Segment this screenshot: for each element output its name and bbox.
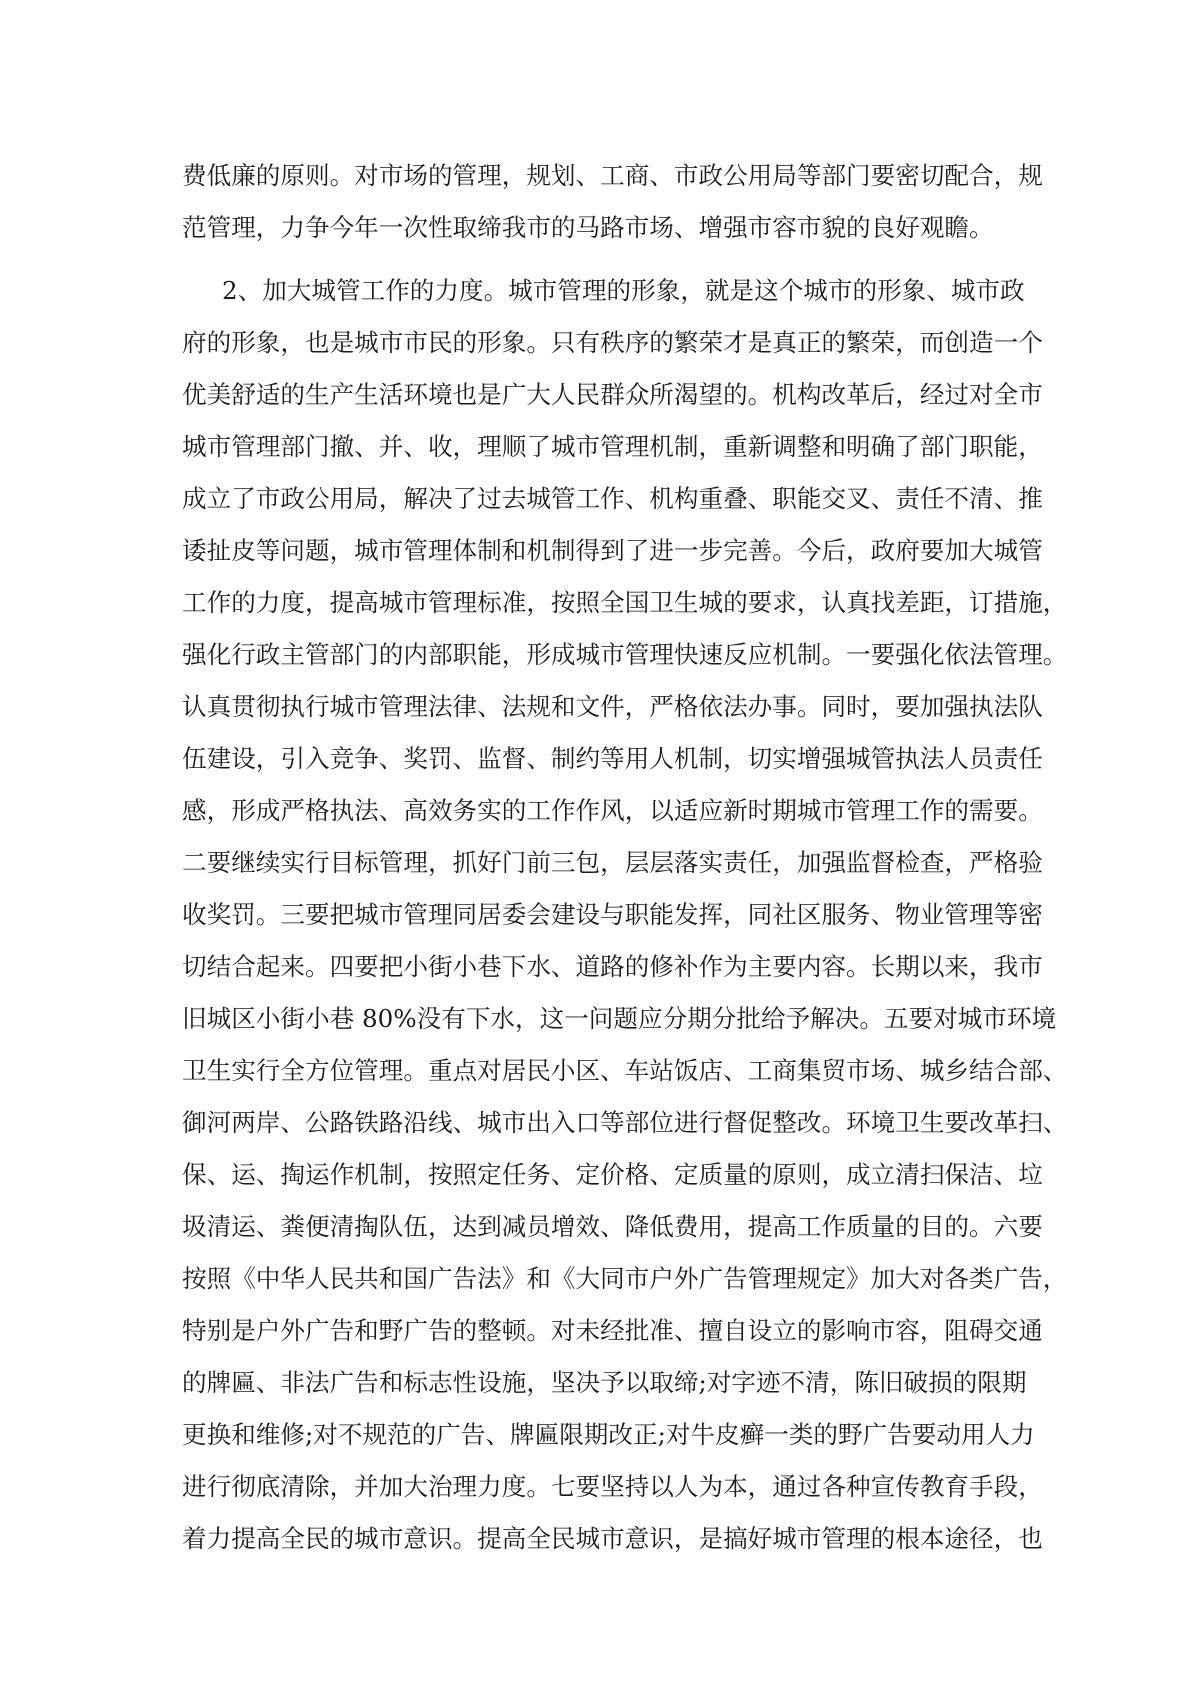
text-line: 范管理，力争今年一次性取缔我市的马路市场、增强市容市貌的良好观瞻。: [182, 213, 994, 242]
paragraph-1: [182, 150, 1043, 254]
text-line: 收奖罚。三要把城市管理同居委会建设与职能发挥，同社区服务、物业管理等密: [182, 900, 1043, 929]
text-line: 成立了市政公用局，解决了过去城管工作、机构重叠、职能交叉、责任不清、推: [182, 484, 1043, 513]
text-line: 保、运、掏运作机制，按照定任务、定价格、定质量的原则，成立清扫保洁、垃: [182, 1160, 1043, 1189]
text-line: 二要继续实行目标管理，抓好门前三包，层层落实责任，加强监督检查，严格验: [182, 848, 1043, 877]
text-line: 切结合起来。四要把小街小巷下水、道路的修补作为主要内容。长期以来，我市: [182, 952, 1043, 981]
text-line: 更换和维修;对不规范的广告、牌匾限期改正;对牛皮癣一类的野广告要动用人力: [182, 1420, 1035, 1449]
text-line: 按照《中华人民共和国广告法》和《大同市户外广告管理规定》加大对各类广告，: [182, 1264, 1068, 1293]
text-line: 的牌匾、非法广告和标志性设施，坚决予以取缔;对字迹不清，陈旧破损的限期: [182, 1368, 1027, 1397]
paragraph-2: [182, 265, 1068, 1565]
text-line: 旧城区小街小巷 80%没有下水，这一问题应分期分批给予解决。五要对城市环境: [182, 1004, 1057, 1033]
text-line: 感，形成严格执法、高效务实的工作作风，以适应新时期城市管理工作的需要。: [182, 796, 1043, 825]
text-line: 进行彻底清除，并加大治理力度。七要坚持以人为本，通过各种宣传教育手段，: [182, 1472, 1043, 1501]
text-line: 卫生实行全方位管理。重点对居民小区、车站饭店、工商集贸市场、城乡结合部、: [182, 1056, 1068, 1085]
text-line: 2、加大城管工作的力度。城市管理的形象，就是这个城市的形象、城市政: [222, 276, 1025, 305]
text-line: 认真贯彻执行城市管理法律、法规和文件，严格依法办事。同时，要加强执法队: [182, 692, 1043, 721]
text-line: 诿扯皮等问题，城市管理体制和机制得到了进一步完善。今后，政府要加大城管: [182, 536, 1043, 565]
text-line: 府的形象，也是城市市民的形象。只有秩序的繁荣才是真正的繁荣，而创造一个: [182, 328, 1043, 357]
text-line: 圾清运、粪便清掏队伍，达到减员增效、降低费用，提高工作质量的目的。六要: [182, 1212, 1043, 1241]
text-line: 费低廉的原则。对市场的管理，规划、工商、市政公用局等部门要密切配合，规: [182, 161, 1043, 190]
text-line: 特别是户外广告和野广告的整顿。对未经批准、擅自设立的影响市容，阻碍交通: [182, 1316, 1043, 1345]
text-line: 着力提高全民的城市意识。提高全民城市意识，是搞好城市管理的根本途径，也: [182, 1524, 1043, 1553]
text-line: 伍建设，引入竞争、奖罚、监督、制约等用人机制，切实增强城管执法人员责任: [182, 744, 1043, 773]
text-line: 优美舒适的生产生活环境也是广大人民群众所渴望的。机构改革后，经过对全市: [182, 380, 1043, 409]
text-line: 御河两岸、公路铁路沿线、城市出入口等部位进行督促整改。环境卫生要改革扫、: [182, 1108, 1068, 1137]
text-line: 工作的力度，提高城市管理标准，按照全国卫生城的要求，认真找差距，订措施，: [182, 588, 1068, 617]
text-line: 城市管理部门撤、并、收，理顺了城市管理机制，重新调整和明确了部门职能，: [182, 432, 1043, 461]
text-line: 强化行政主管部门的内部职能，形成城市管理快速反应机制。一要强化依法管理。: [182, 640, 1068, 669]
